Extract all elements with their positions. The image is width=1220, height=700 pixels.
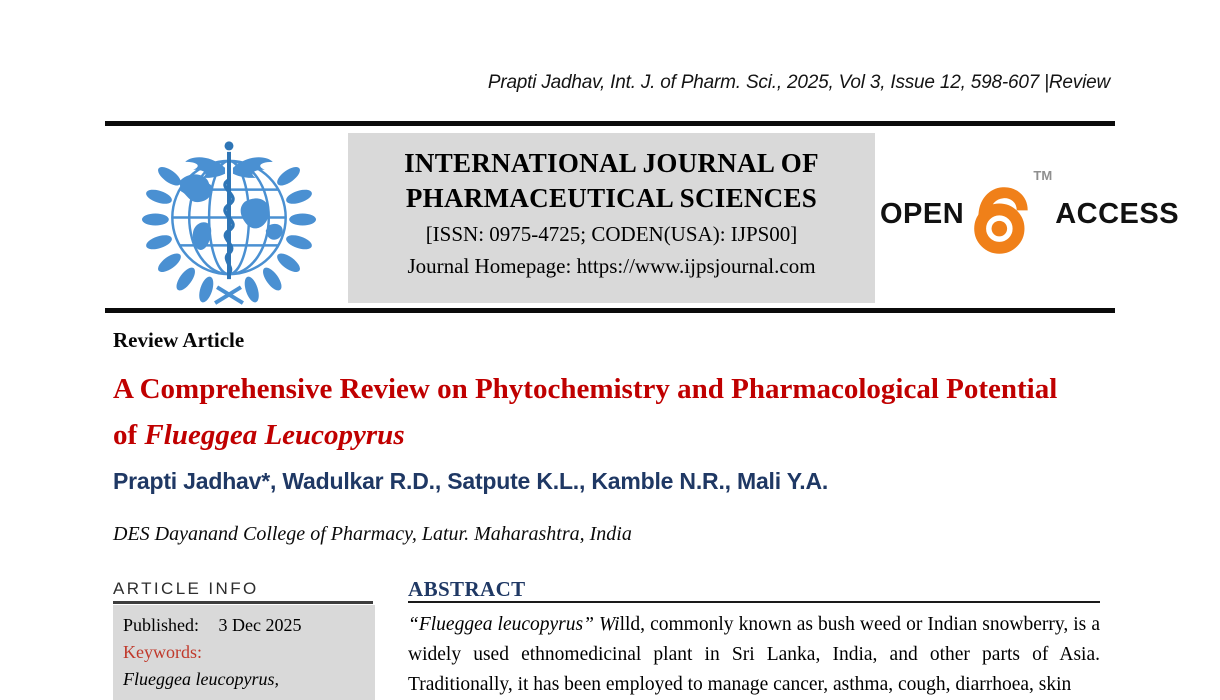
open-access-logo — [880, 168, 1180, 260]
article-info-underline — [113, 601, 373, 604]
globe-caduceus-laurel-icon — [126, 128, 332, 312]
affiliation-line: DES Dayanand College of Pharmacy, Latur. Maharashtra, India — [113, 523, 632, 545]
masthead-box — [348, 133, 875, 303]
article-info-box — [113, 605, 375, 700]
journal-homepage-link[interactable]: Journal Homepage: https://www.ijpsjournal.com — [407, 254, 816, 278]
abstract-lead-italic: “Flueggea leucopyrus” Wi — [408, 614, 620, 635]
journal-title-line1: INTERNATIONAL JOURNAL OF — [404, 148, 819, 178]
open-access-access-label: ACCESS — [1055, 197, 1180, 230]
article-title-species: Flueggea Leucopyrus — [144, 419, 405, 451]
abstract-body: lld, commonly known as bush weed or Indian snowberry, is a widely used ethnomedicinal plant in Sri Lanka, India, and other parts of Asia. Traditionally, it has been employed to manage cancer, asthma, cough, diarrhoea, skin — [408, 614, 1100, 695]
article-type-label: Review Article — [113, 328, 245, 352]
article-title — [113, 366, 1058, 458]
journal-issn-line: [ISSN: 0975-4725; CODEN(USA): IJPS00] — [425, 222, 798, 246]
abstract-underline — [408, 601, 1100, 603]
abstract-text — [408, 610, 1100, 700]
journal-globe-caduceus-logo — [126, 128, 332, 312]
open-access-open-label: OPEN — [880, 197, 965, 230]
trademark-label: TM — [1033, 168, 1053, 183]
published-row — [123, 612, 365, 639]
published-label: Published: — [123, 615, 200, 635]
published-value: 3 Dec 2025 — [218, 615, 302, 635]
top-divider — [105, 121, 1115, 126]
journal-title-line2: PHARMACEUTICAL SCIENCES — [405, 183, 818, 213]
keywords-label: Keywords: — [123, 642, 202, 662]
keyword-item: Flueggea leucopyrus, — [123, 669, 279, 689]
running-head: Prapti Jadhav, Int. J. of Pharm. Sci., 2025, Vol 3, Issue 12, 598-607 |Review — [487, 72, 1110, 93]
article-title-text: A Comprehensive Review on Phytochemistry and Pharmacological Potential of — [113, 373, 1058, 451]
open-access-lock-icon — [971, 168, 1053, 259]
authors-line: Prapti Jadhav*, Wadulkar R.D., Satpute K.L., Kamble N.R., Mali Y.A. — [113, 468, 829, 494]
abstract-heading: ABSTRACT — [408, 577, 526, 601]
article-info-heading: ARTICLE INFO — [113, 579, 259, 598]
mid-divider — [105, 308, 1115, 313]
